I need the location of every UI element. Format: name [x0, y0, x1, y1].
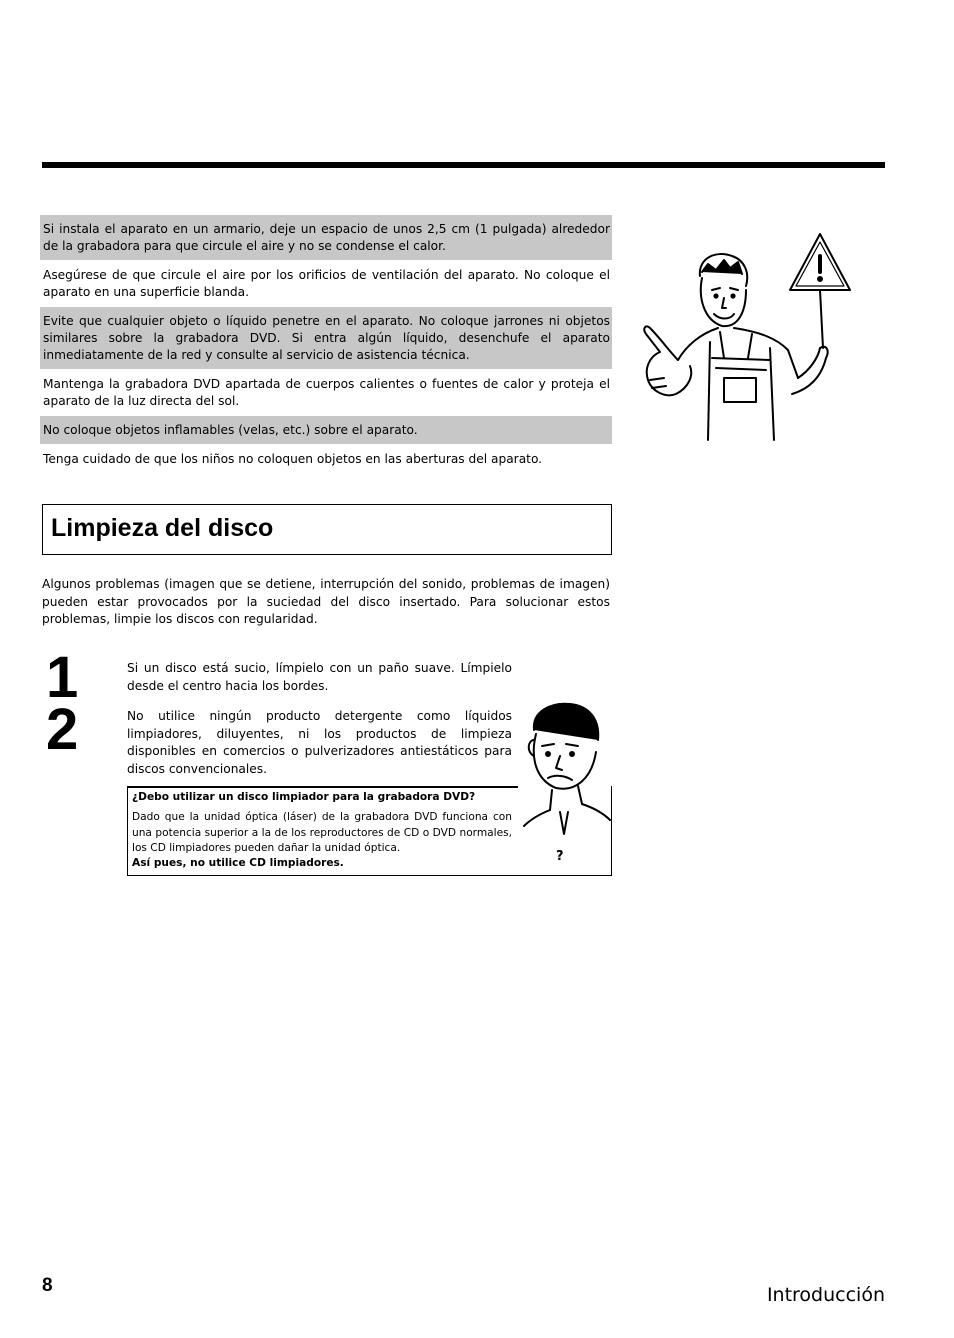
warning-item: Asegúrese de que circule el aire por los orificios de ventilación del aparato. No coloque el aparato en una superficie blanda.: [43, 268, 610, 299]
tip-answer: Dado que la unidad óptica (láser) de la grabadora DVD funciona con una potencia superior a la de los reproductores de CD o DVD normales, los CD limpiadores pueden dañar la unidad óptica.: [132, 811, 512, 854]
warning-item: Si instala el aparato en un armario, deje un espacio de unos 2,5 cm (1 pulgada) alrededor de la grabadora para que circule el aire y no se condense el calor.: [40, 215, 612, 260]
step-2-text: No utilice ningún producto detergente como líquidos limpiadores, diluyentes, ni los productos de limpieza disponibles en comercios o pulverizadores antiestáticos para discos convencionales.: [127, 709, 512, 776]
section-title: Limpieza del disco: [51, 514, 274, 542]
section-heading-box: [42, 504, 612, 555]
header-rule: [42, 162, 885, 168]
tip-question: ¿Debo utilizar un disco limpiador para la grabadora DVD?: [132, 791, 476, 803]
page-number: 8: [42, 1275, 53, 1296]
step-numbers: [46, 645, 79, 762]
warning-item: Mantenga la grabadora DVD apartada de cuerpos calientes o fuentes de calor y proteja el aparato de la luz directa del sol.: [43, 377, 610, 408]
warning-item: Evite que cualquier objeto o líquido penetre en el aparato. No coloque jarrones ni objetos similares sobre la grabadora DVD. Si entra algún líquido, desenchufe el aparato inmediatamente de la red y consulte al servicio de asistencia técnica.: [40, 307, 612, 369]
question-mark-icon: ?: [556, 849, 564, 864]
warning-item: No coloque objetos inflamables (velas, etc.) sobre el aparato.: [40, 416, 612, 444]
step-1-text: Si un disco está sucio, límpielo con un paño suave. Límpielo desde el centro hacia los bordes.: [127, 661, 512, 693]
chapter-title: Introducción: [766, 1284, 885, 1306]
step-number-1: 1: [46, 645, 79, 710]
warning-item: Tenga cuidado de que los niños no coloquen objetos en las aberturas del aparato.: [43, 452, 543, 466]
step-number-2: 2: [46, 697, 79, 762]
safety-warnings: [40, 215, 612, 473]
worker-warning-illustration: [620, 228, 860, 446]
section-intro: Algunos problemas (imagen que se detiene, interrupción del sonido, problemas de imagen) pueden estar provocados por la suciedad del disco insertado. Para solucionar estos problemas, limpie los discos con regularidad.: [42, 577, 610, 626]
puzzled-man-illustration: [520, 700, 612, 872]
tip-box-top-rule: [128, 786, 518, 788]
tip-conclusion: Así pues, no utilice CD limpiadores.: [132, 857, 344, 869]
